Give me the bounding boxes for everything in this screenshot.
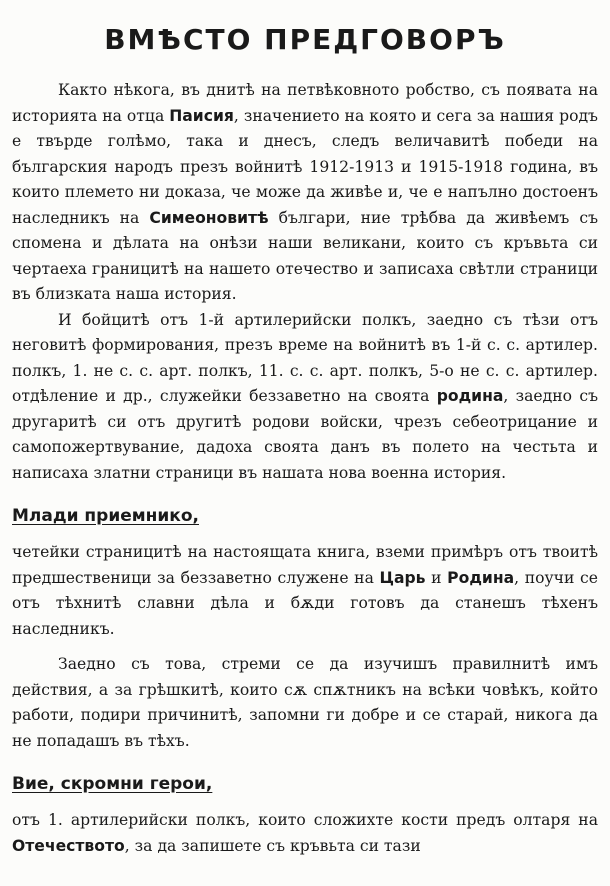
bold-term: Родина	[447, 568, 515, 587]
section1-paragraph-2: Заедно съ това, стреми се да изучишъ правилнитѣ имъ действия, а за грѣшкитѣ, които сѫ спѫтникъ на всѣки човѣкъ, който работи, подири причинитѣ, запомни ги добре и се старай, никога да не попадашъ въ тѣхъ.	[12, 655, 598, 750]
text-run: , значението на която и сега за нашия родъ е твърде голѣмо, така и днесъ, следъ величавитѣ победи на българския народъ презъ войнитѣ 1912-1913 и 1915-1918 година, въ които племето ни доказа, че може да живѣе и, че е напълно достоенъ наследникъ на	[12, 106, 598, 227]
bold-term: Паисия	[169, 106, 234, 125]
section-heading-modest-heroes: Вие, скромни герои,	[12, 774, 213, 794]
section-heading-young-successor: Млади приемнико,	[12, 506, 199, 526]
section1-paragraph-1	[12, 540, 598, 642]
text-run: , за да запишете съ кръвьта си тази	[124, 836, 421, 855]
section2-paragraph-1	[12, 808, 598, 859]
text-run: , заедно съ другаритѣ си отъ другитѣ родови войски, чрезъ себеотрицание и самопожертвувание, дадоха своята данъ въ полето на честьта и написаха златни страници въ нашата нова военна история.	[12, 387, 598, 482]
bold-term: Отечеството	[12, 836, 125, 855]
text-run: и	[425, 568, 448, 587]
paragraph-gap	[12, 642, 598, 652]
page-title: ВМѢСТО ПРЕДГОВОРЪ	[104, 23, 506, 56]
text-run: българи, ние трѣбва да живѣемъ съ спомена и дѣлата на онѣзи наши великани, които съ кръвьта си чертаеха границитѣ на нашето отечество и записаха свѣтли страници въ близката наша история.	[12, 208, 599, 303]
intro-paragraph-2	[12, 308, 598, 487]
text-run: И бойцитѣ отъ 1-й артилерийски полкъ, заедно съ тѣзи отъ неговитѣ формирования, презъ време на войнитѣ въ 1-й с. с. артилер. полкъ, 1. не с. с. арт. полкъ, 11. с. с. арт. полкъ, 5-о не с. с. артилер. отдѣление и др., служейки беззаветно на своята	[12, 310, 598, 405]
text-run: Както нѣкога, въ днитѣ на петвѣковното робство, съ появата на историята на отца	[12, 81, 598, 125]
text-run: четейки страницитѣ на настоящата книга, вземи примѣръ отъ твоитѣ предшественици за беззаветно служене на	[12, 543, 598, 587]
intro-paragraph-1	[12, 78, 598, 308]
text-run: отъ 1. артилерийски полкъ, които сложихте кости предъ олтаря на	[12, 811, 598, 829]
text-run: , поучи се отъ тѣхнитѣ славни дѣла и бѫди готовъ да станешъ тѣхенъ наследникъ.	[12, 568, 598, 638]
bold-term: родина	[436, 387, 504, 405]
bold-term: Симеоновитѣ	[149, 208, 269, 227]
bold-term: Царь	[379, 568, 426, 587]
